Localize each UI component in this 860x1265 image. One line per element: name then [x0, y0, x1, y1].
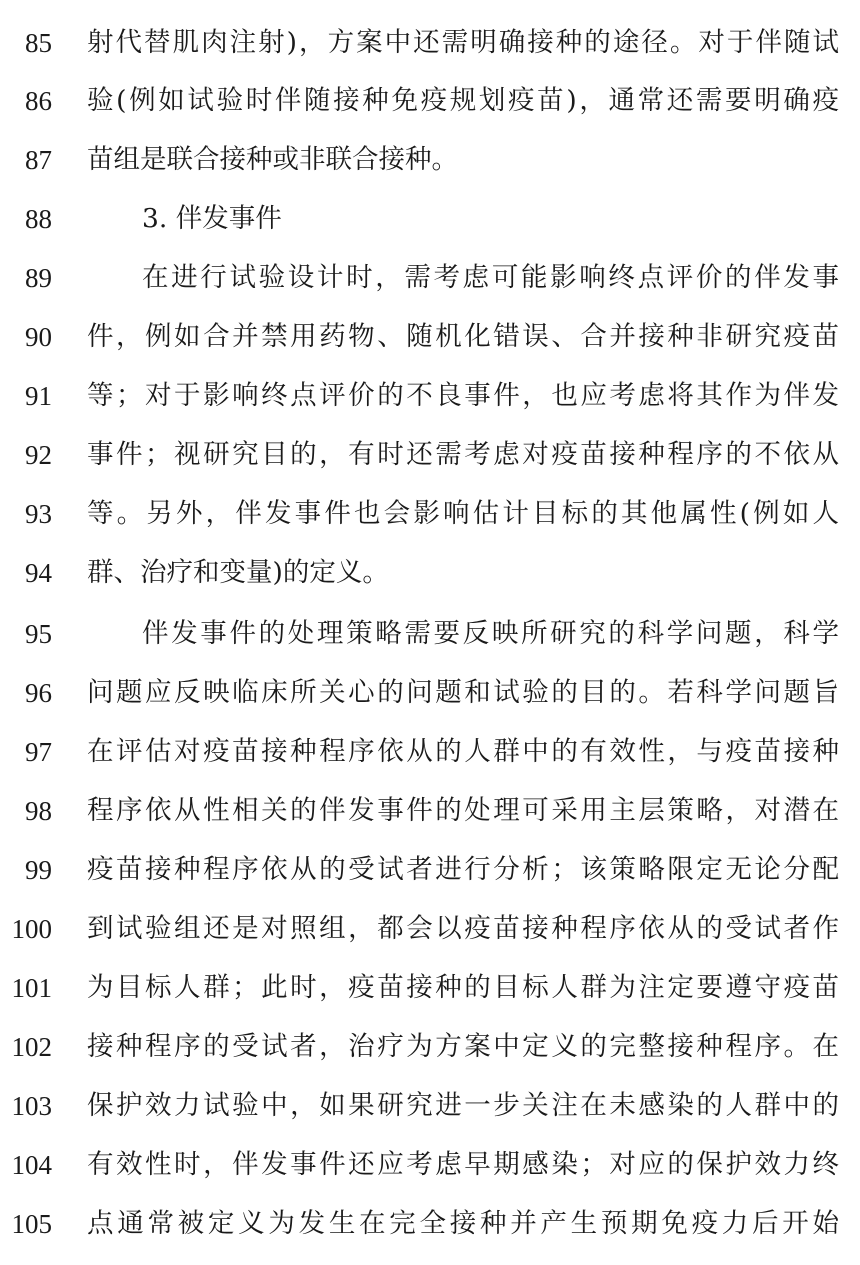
text-line: [0, 900, 860, 958]
line-number: 105: [11, 1209, 52, 1239]
line-number: 104: [11, 1150, 52, 1180]
section-heading: 3. 伴发事件: [142, 203, 282, 234]
line-text: 点通常被定义为发生在完全接种并产生预期免疫力后开始: [87, 1208, 839, 1239]
line-text: 程序依从性相关的伴发事件的处理可采用主层策略，对潜在: [87, 795, 839, 826]
text-line: [0, 841, 860, 899]
text-line: [0, 308, 860, 366]
text-line: [0, 1195, 860, 1253]
text-line: [0, 485, 860, 543]
line-text: 伴发事件的处理策略需要反映所研究的科学问题，科学: [142, 618, 839, 649]
line-text: 等。另外，伴发事件也会影响估计目标的其他属性(例如人: [87, 498, 839, 529]
line-number: 87: [25, 145, 52, 175]
text-line: [0, 14, 860, 72]
line-number: 96: [25, 678, 52, 708]
line-number: 101: [11, 973, 52, 1003]
text-line: [0, 782, 860, 840]
text-line: [0, 426, 860, 484]
line-text: 件，例如合并禁用药物、随机化错误、合并接种非研究疫苗: [87, 321, 839, 352]
line-number: 103: [11, 1091, 52, 1121]
line-text: 群、治疗和变量)的定义。: [87, 557, 389, 588]
text-line: [0, 1136, 860, 1194]
line-number: 88: [25, 204, 52, 234]
line-number: 97: [25, 737, 52, 767]
line-number: 89: [25, 263, 52, 293]
line-text: 射代替肌肉注射)，方案中还需明确接种的途径。对于伴随试: [87, 27, 839, 58]
line-text: 有效性时，伴发事件还应考虑早期感染；对应的保护效力终: [87, 1149, 839, 1180]
line-number: 99: [25, 855, 52, 885]
text-line: [0, 1018, 860, 1076]
section-heading-line: [0, 190, 860, 248]
text-line: [0, 605, 860, 663]
line-number: 91: [25, 381, 52, 411]
line-text: 在评估对疫苗接种程序依从的人群中的有效性，与疫苗接种: [87, 736, 839, 767]
line-text: 保护效力试验中，如果研究进一步关注在未感染的人群中的: [87, 1090, 839, 1121]
text-line: [0, 249, 860, 307]
text-line: [0, 544, 860, 602]
line-text: 事件；视研究目的，有时还需考虑对疫苗接种程序的不依从: [87, 439, 839, 470]
line-text: 为目标人群；此时，疫苗接种的目标人群为注定要遵守疫苗: [87, 972, 839, 1003]
text-line: [0, 664, 860, 722]
line-number: 98: [25, 796, 52, 826]
text-line: [0, 72, 860, 130]
line-text: 问题应反映临床所关心的问题和试验的目的。若科学问题旨: [87, 677, 839, 708]
line-text: 苗组是联合接种或非联合接种。: [87, 144, 458, 175]
line-text: 疫苗接种程序依从的受试者进行分析；该策略限定无论分配: [87, 854, 839, 885]
text-line: [0, 1077, 860, 1135]
line-text: 等；对于影响终点评价的不良事件，也应考虑将其作为伴发: [87, 380, 839, 411]
line-number: 102: [11, 1032, 52, 1062]
line-number: 86: [25, 86, 52, 116]
line-number: 100: [11, 914, 52, 944]
line-number: 94: [25, 558, 52, 588]
line-text: 接种程序的受试者，治疗为方案中定义的完整接种程序。在: [87, 1031, 839, 1062]
text-line: [0, 131, 860, 189]
line-number: 95: [25, 619, 52, 649]
text-line: [0, 723, 860, 781]
text-line: [0, 959, 860, 1017]
text-line: [0, 367, 860, 425]
line-text: 到试验组还是对照组，都会以疫苗接种程序依从的受试者作: [87, 913, 839, 944]
line-number: 92: [25, 440, 52, 470]
line-text: 在进行试验设计时，需考虑可能影响终点评价的伴发事: [142, 262, 839, 293]
line-number: 90: [25, 322, 52, 352]
line-number: 93: [25, 499, 52, 529]
line-number: 85: [25, 28, 52, 58]
line-text: 验(例如试验时伴随接种免疫规划疫苗)，通常还需要明确疫: [87, 85, 839, 116]
